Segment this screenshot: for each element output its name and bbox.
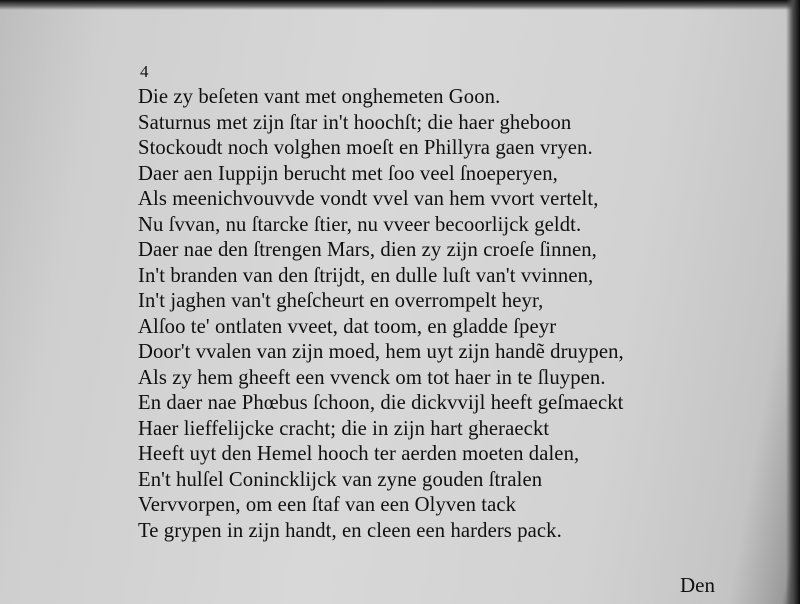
verse-line: Te grypen in zijn handt, en cleen een harders pack.	[138, 517, 562, 542]
verse-line: En't hulſel Conincklijck van zyne gouden ſtralen	[138, 466, 543, 491]
verse-line: Die zy beſeten vant met onghemeten Goon.	[138, 84, 501, 108]
verse-line: In't jaghen van't gheſcheurt en overrompelt heyr,	[138, 288, 544, 312]
verse-line: Als meenichvouvvde vondt vvel van hem vvort vertelt,	[138, 186, 599, 210]
verse-line: In't branden van den ſtrijdt, en dulle luſt van't vvinnen,	[138, 262, 594, 287]
verse-line: Saturnus met zijn ſtar in't hoochſt; die haer gheboon	[138, 109, 572, 134]
verse-line: Als zy hem gheeft een vvenck om tot haer in te ſluypen.	[138, 364, 606, 389]
verse-line: Daer aen Iuppijn berucht met ſoo veel ſnoeperyen,	[138, 160, 558, 185]
catchword: Den	[680, 573, 715, 597]
verse-line: Heeft uyt den Hemel hooch ter aerden moeten dalen,	[138, 441, 580, 465]
verse-text	[138, 84, 738, 543]
verse-line: Daer nae den ſtrengen Mars, dien zy zijn croeſe ſinnen,	[138, 237, 597, 261]
verse-line: Alſoo te' ontlaten vveet, dat toom, en gladde ſpeyr	[138, 313, 557, 338]
verse-line: Stockoudt noch volghen moeſt en Phillyra gaen vryen.	[138, 135, 593, 159]
page-number: 4	[140, 62, 149, 81]
verse-line: Vervvorpen, om een ſtaf van een Olyven tack	[138, 492, 517, 516]
verse-line: Nu ſvvan, nu ſtarcke ſtier, nu vveer becoorlijck geldt.	[138, 211, 582, 236]
page-right-shadow	[786, 0, 800, 604]
verse-line: Door't vvalen van zijn moed, hem uyt zijn handẽ druypen,	[138, 339, 624, 363]
verse-line: En daer nae Phœbus ſchoon, die dickvvijl heeft geſmaeckt	[138, 390, 624, 414]
page-top-shadow	[0, 0, 800, 10]
verse-line: Haer lieffelijcke cracht; die in zijn hart gheraeckt	[138, 415, 550, 440]
